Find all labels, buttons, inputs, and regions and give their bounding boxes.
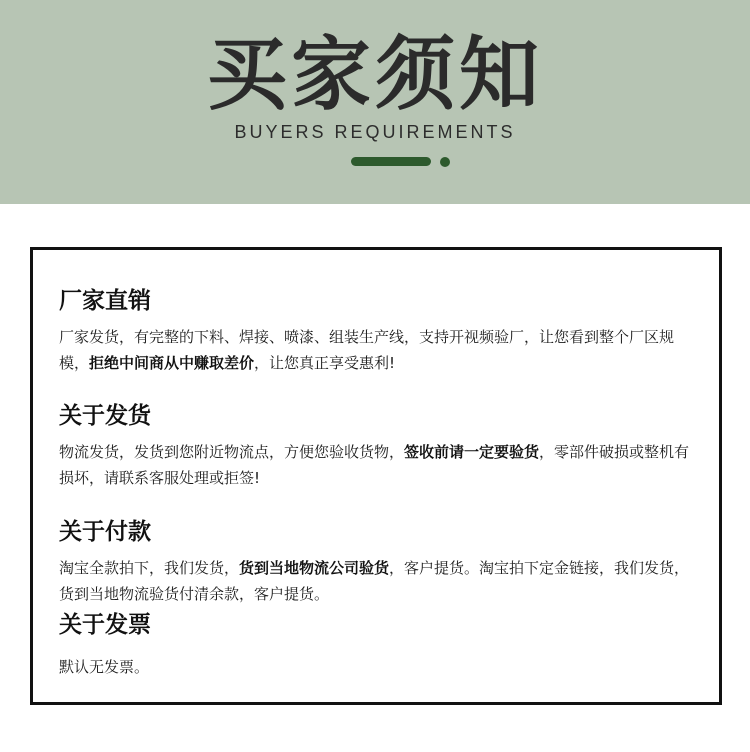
section-invoice: [59, 610, 699, 680]
section-title: 关于发货: [59, 403, 151, 429]
section-body: [59, 324, 699, 376]
body-text: ，零部件破损或整机有损坏，请联系客服处理或拒签!: [59, 443, 690, 487]
section-title: 厂家直销: [59, 288, 151, 314]
section-body: [59, 654, 699, 680]
body-text: 物流发货，发货到您附近物流点，方便您验收货物，: [59, 443, 405, 461]
section-body: [59, 439, 699, 491]
section-title: 关于发票: [59, 612, 151, 638]
section-payment: [59, 517, 699, 607]
section-body: [59, 555, 699, 607]
body-text: 淘宝全款拍下，我们发货，: [59, 559, 240, 577]
page-subtitle: BUYERS REQUIREMENTS: [234, 122, 516, 142]
decorative-bar: [351, 157, 431, 166]
body-emphasis: 拒绝中间商从中赚取差价: [89, 354, 255, 372]
body-text: 默认无发票。: [59, 658, 150, 676]
section-title: 关于付款: [59, 519, 151, 545]
header-banner: [0, 0, 750, 204]
body-text: 厂家发货，有完整的下料、焊接、喷漆、组装生产线，支持开视频验厂，让您看到整个厂区规模，: [59, 328, 675, 372]
body-text: ，让您真正享受惠利!: [254, 354, 396, 372]
body-text: ，客户提货。淘宝拍下定金链接，我们发货，货到当地物流验货付清余款，客户提货。: [59, 559, 690, 603]
decorative-dot: [440, 157, 450, 167]
section-shipping: [59, 401, 699, 491]
section-direct-sales: [59, 286, 699, 376]
requirements-box: [30, 247, 722, 705]
body-emphasis: 签收前请一定要验货: [404, 443, 540, 461]
body-emphasis: 货到当地物流公司验货: [239, 559, 390, 577]
page-title: 买家须知: [207, 28, 543, 121]
